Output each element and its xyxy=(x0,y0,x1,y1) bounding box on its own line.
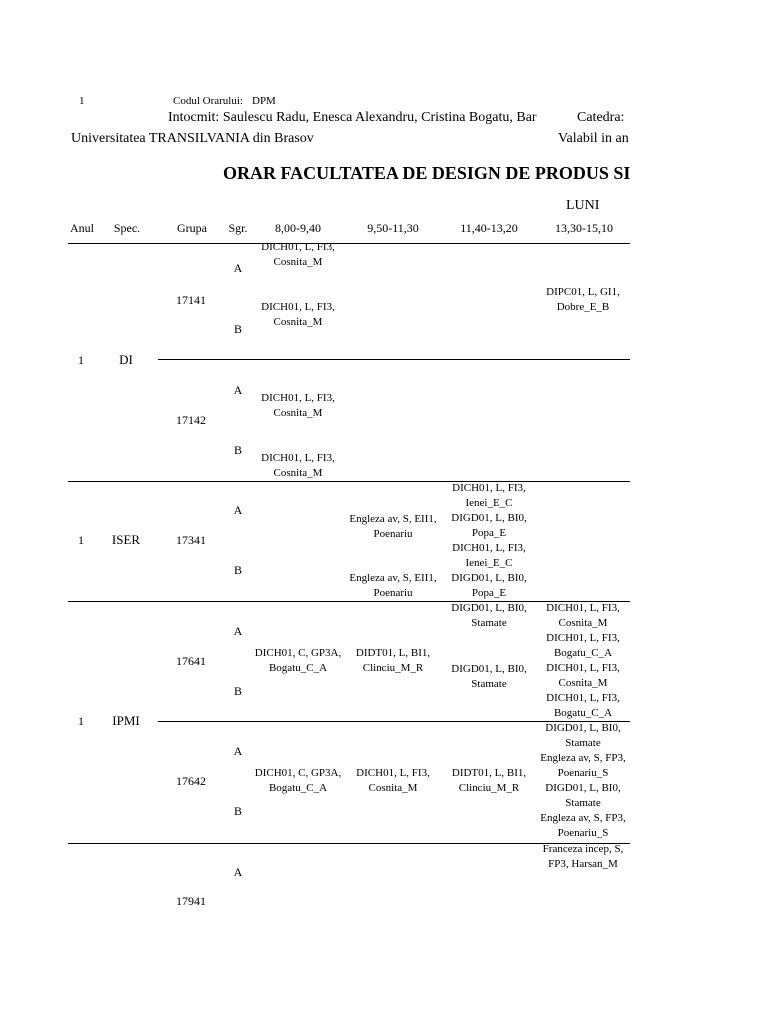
di-g1-slot4: DIPC01, L, GI1, Dobre_E_B xyxy=(546,286,620,313)
iser-b-slot2: Engleza av, S, EII1, Poenariu xyxy=(349,572,437,599)
prepared-by: Intocmit: Saulescu Radu, Enesca Alexandru, Cristina Bogatu, Bar xyxy=(168,110,537,125)
ipmi-g1-subgroup-b: B xyxy=(233,684,243,698)
col-header-spec: Spec. xyxy=(113,221,141,235)
iser-a-slot2: Engleza av, S, EII1, Poenariu xyxy=(349,513,437,540)
iser-year: 1 xyxy=(78,533,84,547)
ipmi-g2-slot3: DIDT01, L, BI1, Clinciu_M_R xyxy=(451,767,527,794)
iser-group-1: 17341 xyxy=(176,533,206,547)
ipmi-g2-slot1: DICH01, C, GP3A, Bogatu_C_A xyxy=(254,767,342,794)
next-group-1: 17941 xyxy=(176,894,206,905)
col-header-slot-3: 11,40-13,20 xyxy=(460,221,518,235)
col-header-grupa: Grupa xyxy=(177,221,207,235)
col-header-slot-4: 13,30-15,10 xyxy=(555,221,613,235)
ipmi-g1-a-slot3: DIGD01, L, BI0, Stamate xyxy=(451,602,527,629)
header-rule xyxy=(68,243,630,244)
di-group-1: 17141 xyxy=(176,293,206,307)
page-number: 1 xyxy=(79,95,85,107)
ipmi-g1-subgroup-a: A xyxy=(233,624,243,638)
col-header-sgr: Sgr. xyxy=(228,221,248,235)
ipmi-g1-slot2: DIDT01, L, BI1, Clinciu_M_R xyxy=(355,647,431,674)
next-slot4: Franceza incep, S, FP3, Harsan_M xyxy=(542,843,624,870)
ipmi-g1-b-slot3: DIGD01, L, BI0, Stamate xyxy=(451,663,527,690)
col-header-slot-2: 9,50-11,30 xyxy=(367,221,419,235)
iser-spec: ISER xyxy=(111,532,141,547)
col-header-slot-1: 8,00-9,40 xyxy=(275,221,321,235)
ipmi-g1-slot4: DICH01, L, FI3, Cosnita_M DICH01, L, FI3, Bogatu_C_A DICH01, L, FI3, Cosnita_M DICH01, L, FI3, Bogatu_C_A xyxy=(546,602,620,719)
ipmi-g2-slot4: DIGD01, L, BI0, Stamate Engleza av, S, FP3, Poenariu_S DIGD01, L, BI0, Stamate Engleza av, S, FP3, Poenariu_S xyxy=(540,722,626,839)
ipmi-g2-slot2: DICH01, L, FI3, Cosnita_M xyxy=(356,767,430,794)
di-g2-subgroup-a: A xyxy=(233,383,243,397)
department-label: Catedra: xyxy=(577,110,625,125)
di-year: 1 xyxy=(78,353,84,367)
ipmi-spec: IPMI xyxy=(112,713,140,728)
di-g1-subgroup-a: A xyxy=(233,261,243,275)
di-g1-subgroup-b: B xyxy=(233,322,243,336)
university-name: Universitatea TRANSILVANIA din Brasov xyxy=(71,131,314,146)
di-spec: DI xyxy=(119,352,133,367)
page-title: ORAR FACULTATEA DE DESIGN DE PRODUS SI xyxy=(223,163,630,183)
di-g2-b-slot1: DICH01, L, FI3, Cosnita_M xyxy=(261,452,335,479)
iser-subgroup-b: B xyxy=(233,563,243,577)
iser-b-slot3: DICH01, L, FI3, Ienei_E_C DIGD01, L, BI0, Popa_E xyxy=(451,542,527,599)
di-group-2: 17142 xyxy=(176,413,206,427)
di-g1-a-slot1: DICH01, L, FI3, Cosnita_M xyxy=(261,241,335,268)
schedule-code-value: DPM xyxy=(252,95,276,107)
iser-subgroup-a: A xyxy=(233,503,243,517)
day-label: LUNI xyxy=(566,198,600,213)
ipmi-g2-subgroup-a: A xyxy=(233,744,243,758)
di-g1-b-slot1: DICH01, L, FI3, Cosnita_M xyxy=(261,301,335,328)
next-group-clip xyxy=(0,893,630,905)
group-divider-di xyxy=(158,359,630,360)
col-header-anul: Anul xyxy=(70,221,94,235)
section-divider-iser xyxy=(68,481,630,482)
di-g2-a-slot1: DICH01, L, FI3, Cosnita_M xyxy=(261,392,335,419)
di-g2-subgroup-b: B xyxy=(233,443,243,457)
ipmi-group-2: 17642 xyxy=(176,774,206,788)
ipmi-year: 1 xyxy=(78,714,84,728)
ipmi-g1-slot1: DICH01, C, GP3A, Bogatu_C_A xyxy=(254,647,342,674)
iser-a-slot3: DICH01, L, FI3, Ienei_E_C DIGD01, L, BI0, Popa_E xyxy=(451,482,527,539)
valid-label: Valabil in an xyxy=(558,131,629,146)
ipmi-group-1: 17641 xyxy=(176,654,206,668)
schedule-code-label: Codul Orarului: xyxy=(173,95,243,107)
next-subgroup-a: A xyxy=(233,865,243,879)
ipmi-g2-subgroup-b: B xyxy=(233,804,243,818)
